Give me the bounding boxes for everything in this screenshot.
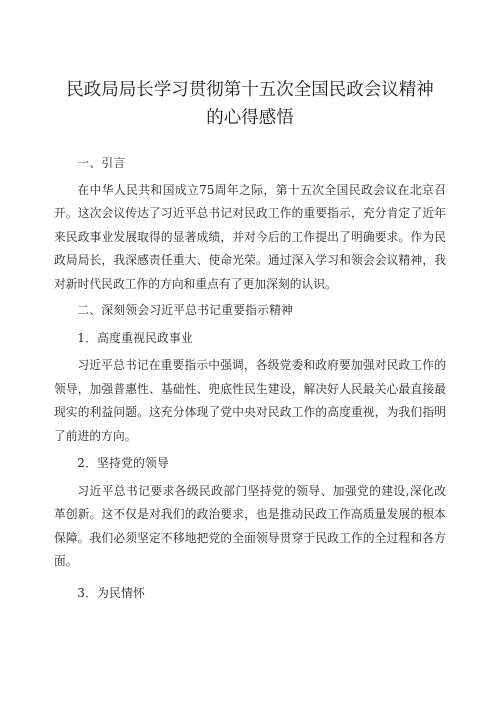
subsection-heading-3: 3．为民情怀 bbox=[77, 585, 146, 600]
section-heading-intro: 一、引言 bbox=[77, 156, 126, 170]
document-body bbox=[54, 152, 446, 605]
section-heading-part2: 二、深刻领会习近平总书记重要指示精神 bbox=[77, 303, 294, 317]
paragraph-intro: 在中华人民共和国成立75周年之际，第十五次全国民政会议在北京召开。这次会议传达了习近平总书记对民政工作的重要指示，充分肯定了近年来民政事业发展取得的显著成绩，并对今后的工作提出了明确要求。作为民政局局长，我深感责任重大、使命光荣。通过深入学习和领会会议精神，我对新时代民政工作的方向和重点有了更加深刻的认识。 bbox=[54, 182, 446, 291]
title-line-1: 民政局局长学习贯彻第十五次全国民政会议精神 bbox=[66, 80, 434, 100]
paragraph-sub1: 习近平总书记在重要指示中强调，各级党委和政府要加强对民政工作的领导，加强普惠性、基础性、兜底性民生建设，解决好人民最关心最直接最现实的利益问题。这充分体现了党中央对民政工作的高度重视，为我们指明了前进的方向。 bbox=[54, 358, 446, 443]
document-title bbox=[40, 76, 460, 132]
paragraph-sub2: 习近平总书记要求各级民政部门坚持党的领导、加强党的建设,深化改革创新。这不仅是对我们的政治要求，也是推动民政工作高质量发展的根本保障。我们必须坚定不移地把党的全面领导贯穿于民政工作的全过程和各方面。 bbox=[54, 483, 446, 568]
subsection-heading-1: 1．高度重视民政事业 bbox=[77, 330, 194, 345]
subsection-heading-2: 2．坚持党的领导 bbox=[77, 456, 170, 470]
title-line-2: 的心得感悟 bbox=[206, 108, 294, 128]
